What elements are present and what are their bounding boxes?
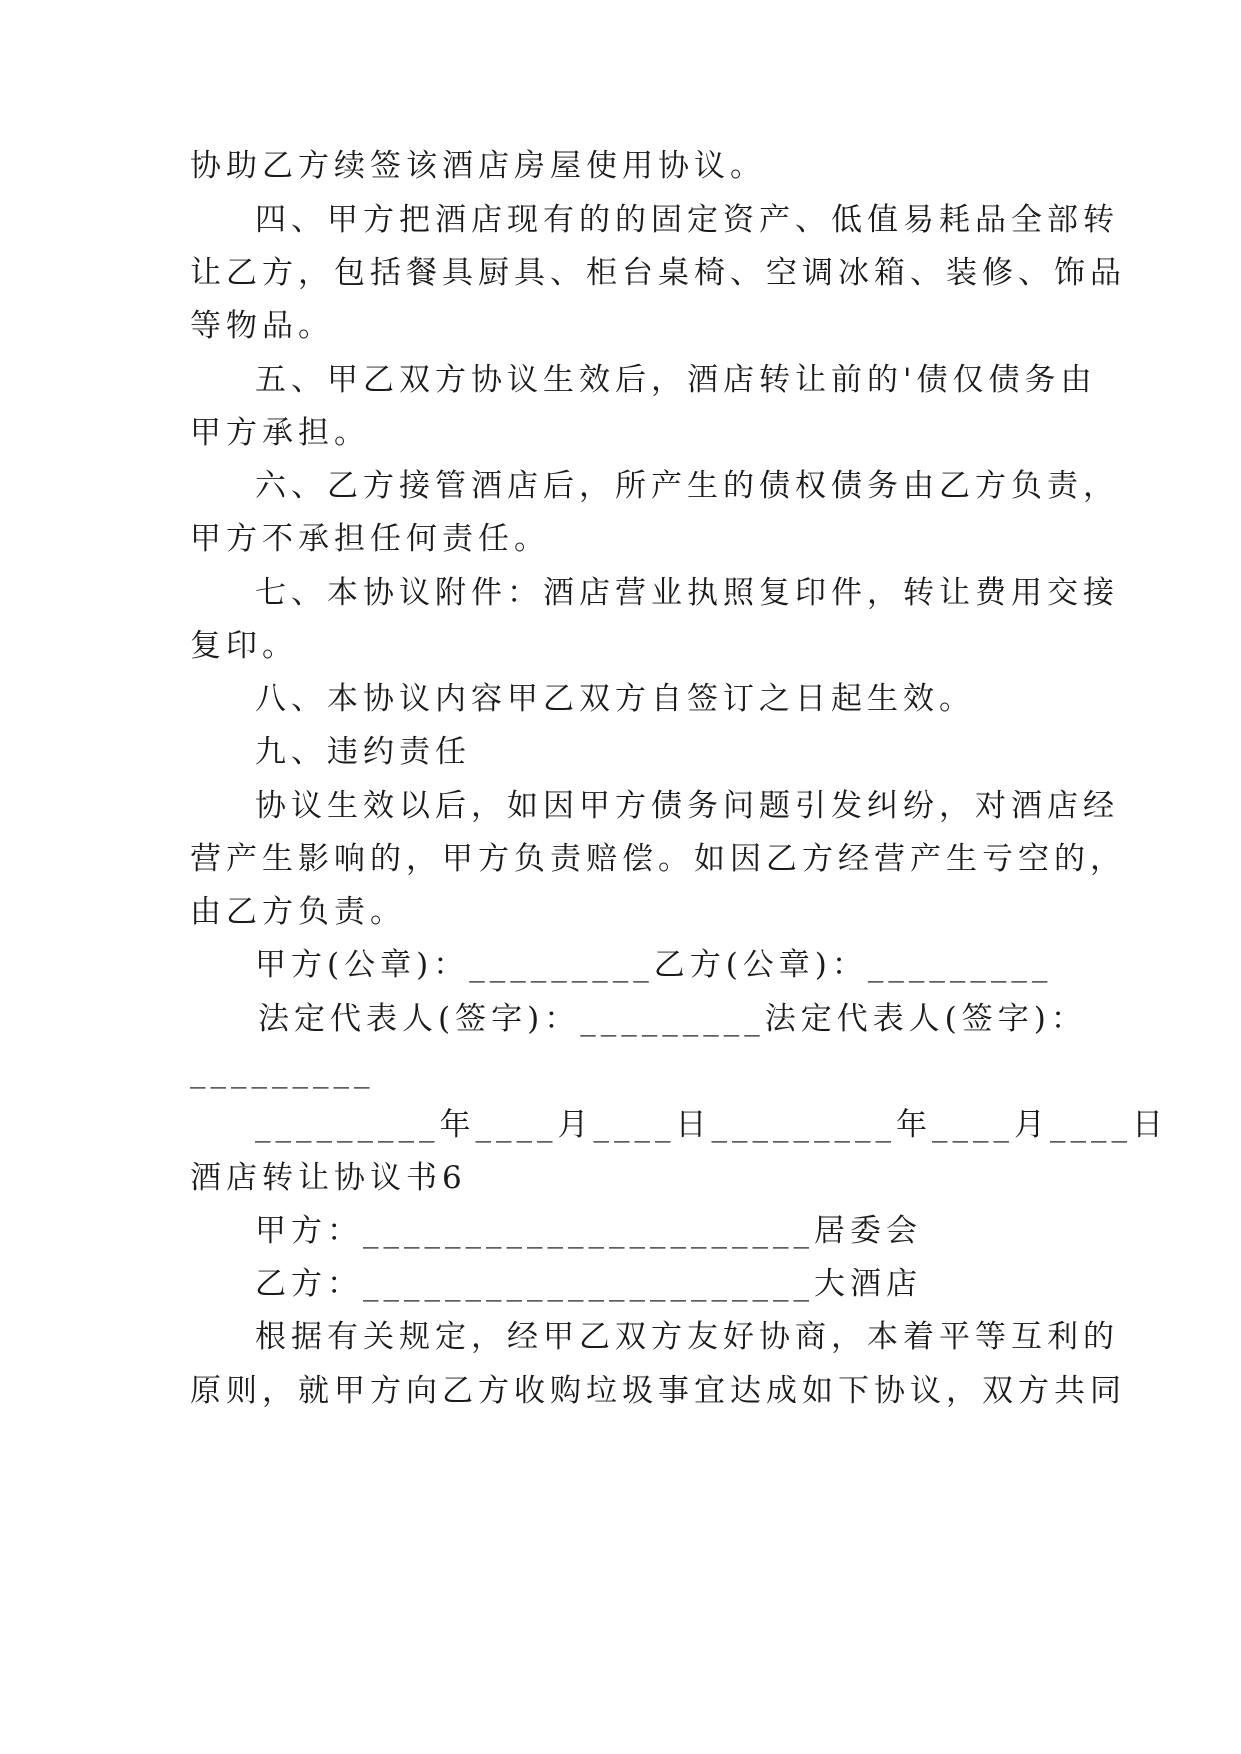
text-line-12: 九、违约责任 (255, 734, 471, 770)
date-line: _________年____月____日_________年____月____日 (255, 1107, 1168, 1143)
text-line-8: 甲方不承担任何责任。 (190, 521, 550, 557)
text-line-10: 复印。 (190, 628, 298, 664)
signature-line-blank: _________ (190, 1053, 375, 1089)
text-line-5: 五、甲乙双方协议生效后，酒店转让前的'债仅债务由 (255, 362, 1097, 398)
text-line-15: 由乙方负责。 (190, 894, 406, 930)
text-line-24: 原则，就甲方向乙方收购垃圾事宜达成如下协议，双方共同 (190, 1373, 1126, 1409)
text-line-11: 八、本协议内容甲乙双方自签订之日起生效。 (255, 681, 975, 717)
text-line-9: 七、本协议附件：酒店营业执照复印件，转让费用交接 (255, 575, 1119, 611)
signature-line-seal: 甲方(公章)：_________乙方(公章)：_________ (255, 947, 1053, 983)
section-title: 酒店转让协议书6 (190, 1160, 467, 1196)
party-a-line: 甲方：______________________居委会 (255, 1213, 922, 1249)
text-line-23: 根据有关规定，经甲乙双方友好协商，本着平等互利的 (255, 1319, 1119, 1355)
text-line-6: 甲方承担。 (190, 415, 370, 451)
text-line-2: 四、甲方把酒店现有的的固定资产、低值易耗品全部转 (255, 202, 1119, 238)
party-b-line: 乙方：______________________大酒店 (255, 1266, 922, 1302)
text-line-1: 协助乙方续签该酒店房屋使用协议。 (190, 148, 766, 184)
text-line-13: 协议生效以后，如因甲方债务问题引发纠纷，对酒店经 (255, 788, 1119, 824)
signature-line-representative: 法定代表人(签字)：_________法定代表人(签字)： (258, 1001, 1087, 1037)
text-line-4: 等物品。 (190, 308, 334, 344)
text-line-3: 让乙方，包括餐具厨具、柜台桌椅、空调冰箱、装修、饰品 (190, 255, 1126, 291)
text-line-7: 六、乙方接管酒店后，所产生的债权债务由乙方负责， (255, 468, 1119, 504)
text-line-14: 营产生影响的，甲方负责赔偿。如因乙方经营产生亏空的， (190, 841, 1126, 877)
